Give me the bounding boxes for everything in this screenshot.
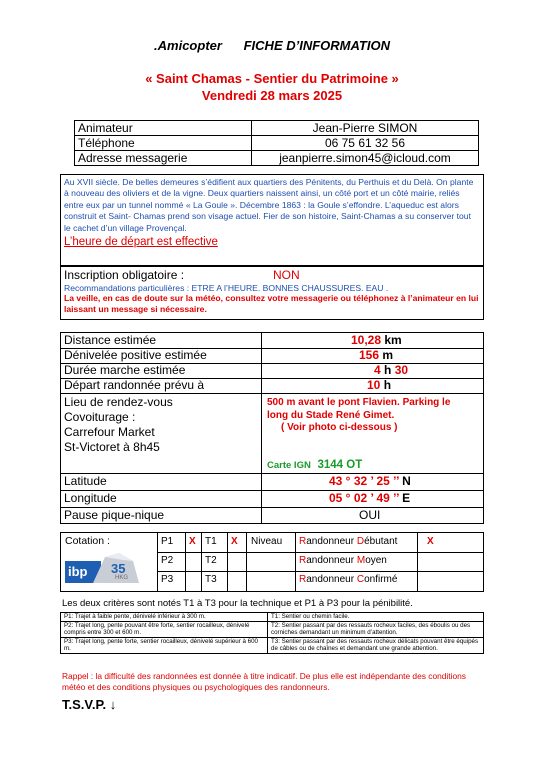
criteria-t: T3: Sentier passant par des ressauts rocheux délicats pouvant être équipés de câbles ou de chaînes et demandant une grande attention. <box>268 637 484 653</box>
depart-note: L’heure de départ est effective <box>64 236 218 249</box>
criteria-t: T2: Sentier passant par des ressauts rocheux faciles, des éboulis ou des corniches demandant un minimum d’attention. <box>268 621 484 637</box>
level-debutant: Randonneur Débutant <box>299 536 398 547</box>
criteria-row <box>61 637 484 653</box>
denivele-label: Dénivelée positive estimée <box>64 348 207 362</box>
duree-minutes: 30 <box>394 363 409 377</box>
inscription-value: NON <box>273 268 300 282</box>
criteria-t: T1: Sentier ou chemin facile. <box>268 613 484 622</box>
p2-label: P2 <box>161 555 174 566</box>
criteria-p: P2: Trajet long, pente pouvant être forte, sentier rocailleux, dénivelé compris entre 300 et 600 m. <box>61 621 268 637</box>
rdv-value-line: long du Stade René Gimet. <box>267 409 395 421</box>
ibp-logo-sub: HKG <box>115 575 129 581</box>
rdv-label-line: Carrefour Market <box>64 425 155 439</box>
niveau-label: Niveau <box>251 536 283 547</box>
ibp-logo-text: ibp <box>68 564 88 579</box>
pause-value: OUI <box>359 508 381 522</box>
contact-value[interactable] <box>252 151 479 166</box>
contact-row <box>75 121 479 136</box>
rappel-note: Rappel : la difficulté des randonnées est donnée à titre indicatif. De plus elle est indépendante des conditions météo et des conditions physiques ou psychologiques des randonneurs. <box>62 671 466 692</box>
contact-table <box>74 120 479 166</box>
hike-title: « Saint Chamas - Sentier du Patrimoine » <box>145 71 399 86</box>
details-table <box>60 332 484 524</box>
p1-mark: X <box>189 536 196 547</box>
criteria-table <box>60 612 484 654</box>
duree-label: Durée marche estimée <box>64 363 186 377</box>
contact-value: Jean-Pierre SIMON <box>252 121 479 136</box>
t3-label: T3 <box>205 574 217 585</box>
contact-label: Téléphone <box>75 136 252 151</box>
t1-mark: X <box>231 536 238 547</box>
rdv-label <box>64 395 173 455</box>
contact-row <box>75 136 479 151</box>
duree-hours-unit: h <box>384 363 392 377</box>
recommendations-text: Recommandations particulières : ETRE A l’HEURE. BONNES CHAUSSURES. EAU . <box>64 283 389 293</box>
longitude-value: 05 ° 02 ’ 49 ’’ <box>329 491 399 505</box>
p3-label: P3 <box>161 574 174 585</box>
duree-hours: 4 <box>374 363 381 377</box>
criteria-p: P1: Trajet à faible pente, dénivelé inférieur à 300 m. <box>61 613 268 622</box>
cotation-label: Cotation : <box>65 535 110 547</box>
pause-label: Pause pique-nique <box>64 508 165 522</box>
denivele-unit: m <box>382 348 394 362</box>
level-mark: X <box>427 536 434 547</box>
tsvp: T.S.V.P. ↓ <box>62 697 117 712</box>
contact-label: Adresse messagerie <box>75 151 252 166</box>
carte-ign <box>267 457 362 471</box>
rdv-label-line: Covoiturage : <box>64 410 136 424</box>
t1-label: T1 <box>205 536 217 547</box>
denivele-value: 156 <box>359 348 380 362</box>
carte-label: Carte IGN <box>267 460 311 471</box>
latitude-dir: N <box>402 474 411 488</box>
latitude-label: Latitude <box>64 474 107 488</box>
depart-unit: h <box>383 378 392 392</box>
rdv-value-line: ( Voir photo ci-dessous ) <box>281 422 398 433</box>
contact-label: Animateur <box>75 121 252 136</box>
description-text: Au XVII siècle. De belles demeures s’édifient aux quartiers des Pénitents, du Perthuis et du Delà. On plante à nouveau des oliviers et de la vigne. Deux quartiers naissent ainsi, un côté port et un côté mairie, reliés entre eux par un tunnel nommé « La Goule ». Décembre 1863 : la Goule s’effondre. L’aqueduc est alors construit et Saint- Chamas prend son visage actuel. Fier de son histoire, Saint-Chamas a su conserver tout le cachet d’un village Provençal. <box>64 177 474 233</box>
distance-unit: km <box>384 333 402 347</box>
ibp-logo <box>63 551 143 589</box>
distance-value: 10,28 <box>351 333 382 347</box>
ibp-logo-number: 35 <box>111 561 126 576</box>
rdv-label-line: St-Victoret à 8h45 <box>64 440 160 454</box>
weather-note: La veille, en cas de doute sur la météo, consultez votre messagerie ou téléphonez à l’animateur en lui laissant un message si nécessaire. <box>64 293 479 314</box>
criteria-row <box>61 613 484 622</box>
longitude-dir: E <box>402 491 411 505</box>
level-confirme: Randonneur Confirmé <box>299 574 398 585</box>
carte-value: 3144 OT <box>317 459 363 471</box>
inscription-box <box>60 266 484 320</box>
t2-label: T2 <box>205 555 217 566</box>
club-name: .Amicopter <box>154 38 222 53</box>
depart-value: 10 <box>367 378 381 392</box>
latitude-value: 43 ° 32 ’ 25 ’’ <box>329 474 399 488</box>
email-link[interactable]: jeanpierre.simon45@icloud.com <box>279 151 451 165</box>
cotation-table <box>60 532 484 592</box>
distance-label: Distance estimée <box>64 333 157 347</box>
contact-value: 06 75 61 32 56 <box>252 136 479 151</box>
contact-row <box>75 151 479 166</box>
criteria-p: P3: Trajet long, pente forte, sentier rocailleux, dénivelé supérieur à 600 m. <box>61 637 268 653</box>
header-line <box>0 38 544 53</box>
hike-date: Vendredi 28 mars 2025 <box>201 88 343 103</box>
sheet-title: FICHE D’INFORMATION <box>243 38 390 53</box>
level-moyen: Randonneur Moyen <box>299 555 387 566</box>
rdv-value <box>267 397 450 435</box>
inscription-label: Inscription obligatoire : <box>64 268 185 282</box>
criteria-row <box>61 621 484 637</box>
p1-label: P1 <box>161 536 174 547</box>
criteria-intro: Les deux critères sont notés T1 à T3 pour la technique et P1 à P3 pour la pénibilité. <box>62 598 413 609</box>
rdv-value-line: 500 m avant le pont Flavien. Parking le <box>267 397 451 408</box>
longitude-label: Longitude <box>64 491 117 505</box>
description-box <box>60 174 484 266</box>
depart-label: Départ randonnée prévu à <box>64 378 205 392</box>
rdv-label-line: Lieu de rendez-vous <box>64 395 173 409</box>
